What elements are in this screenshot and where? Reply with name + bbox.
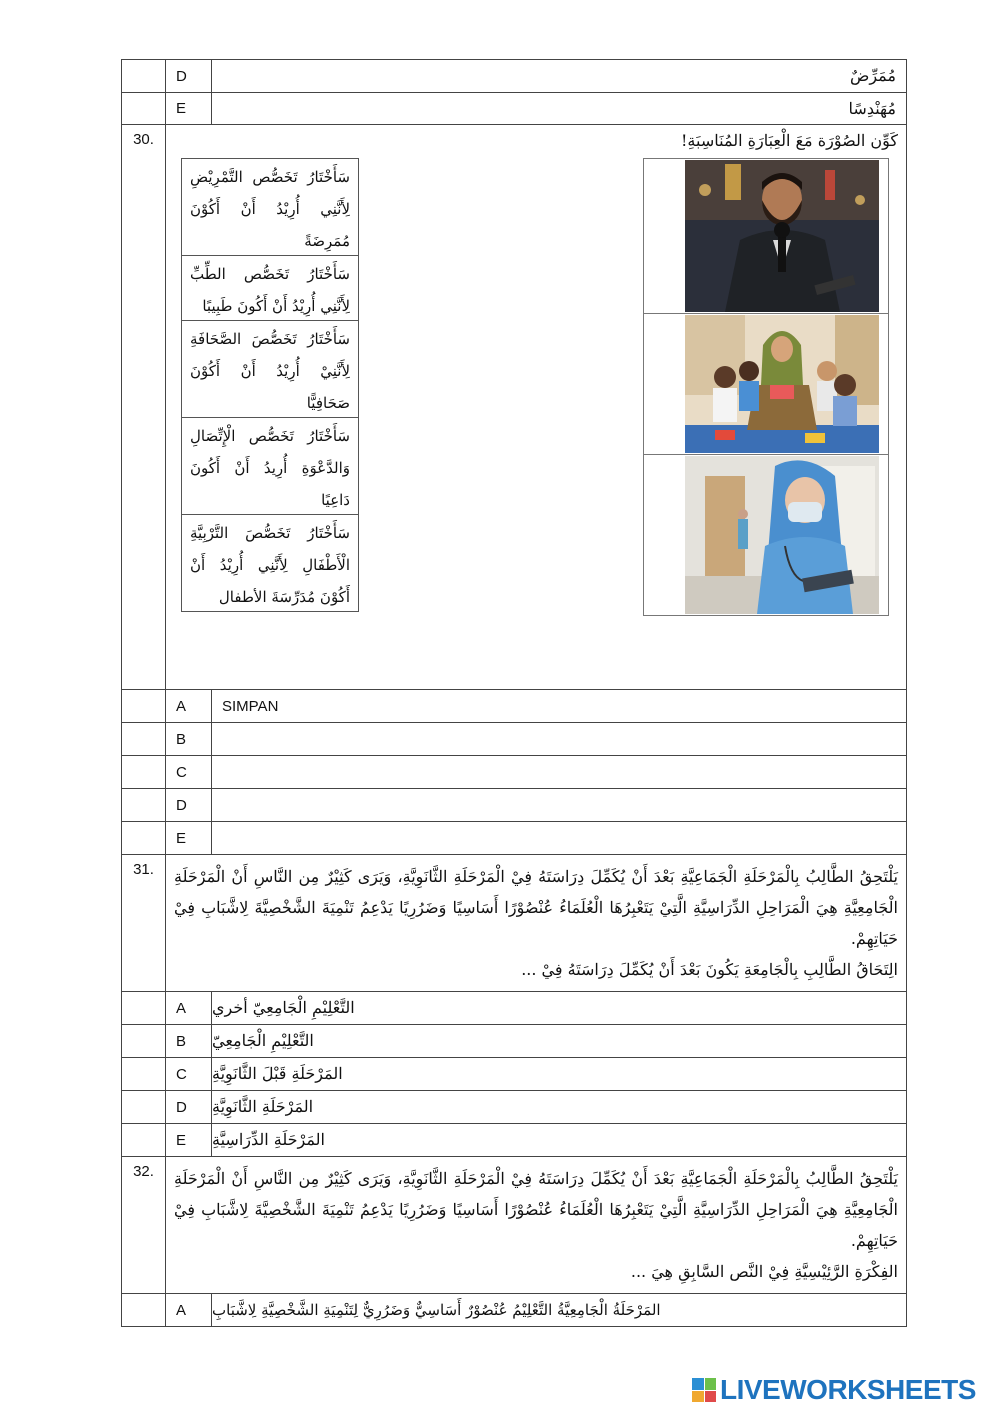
option-letter: E xyxy=(166,1124,212,1157)
option-letter: D xyxy=(166,60,212,93)
question-number: 32. xyxy=(122,1157,166,1294)
option-letter: C xyxy=(166,1058,212,1091)
journalist-photo[interactable] xyxy=(644,159,888,314)
option-letter: E xyxy=(166,822,212,855)
option-row[interactable] xyxy=(122,1058,907,1091)
question-number: 30. xyxy=(122,125,166,690)
phrase-box[interactable]: سَأَخْتَارُ تَخَصُّص الْإِتِّصَالِ وَالدَّعْوَةِ أُرِيدُ أَنْ أَكُونَ دَاعِيًا xyxy=(182,418,358,515)
option-text xyxy=(212,789,907,822)
option-text: المَرْحَلَةِ الدِّرَاسِيَّةِ xyxy=(212,1124,907,1157)
question-text: الِتَحَاقُ الطَّالِبِ بِالْجَامِعَةِ يَكُونَ بَعْدَ أَنْ يُكَمِّلَ دِرَاسَتَهُ فِيْ ... xyxy=(521,960,898,979)
option-text: المَرْحَلَةُ الْجَامِعِيَّةُ التَّعْلِيْمُ عُنْصُوْرٌ أَسَاسِيٌّ وَضَرُرِيٌّ لِتَنْمِيَةِ الشَّخْصِيَّةِ لِاشَّبَابِ xyxy=(212,1294,907,1327)
logo-text: LIVEWORKSHEETS xyxy=(720,1374,976,1405)
option-row xyxy=(122,723,907,756)
option-text: المَرْحَلَةِ الثَّانَوِيَّةِ xyxy=(212,1091,907,1124)
option-text: المَرْحَلَةِ قَبْلَ الثَّانَوِيَّةِ xyxy=(212,1058,907,1091)
question-number: 31. xyxy=(122,855,166,992)
option-row xyxy=(122,93,907,125)
option-letter: A xyxy=(166,1294,212,1327)
option-letter: A xyxy=(166,992,212,1025)
phrase-list xyxy=(181,158,359,612)
option-text xyxy=(212,723,907,756)
option-row xyxy=(122,690,907,723)
question-text: الفِكْرَةِ الرَّئِيْسِيَّةِ فِيْ النَّص السَّابِقِ هِيَ ... xyxy=(630,1262,898,1281)
option-letter: B xyxy=(166,723,212,756)
question-instruction: كَوِّن الصُوْرَة مَعَ الْعِبَارَةِ المُنَاسِبَةِ! xyxy=(681,131,898,150)
question-30-row xyxy=(122,125,907,690)
question-passage: يَلْتَحِقُ الطَّالِبُ بِالْمَرْحَلَةِ الْجَمَاعِيَّةِ بَعْدَ أَنْ يُكَمِّلَ دِرَاسَتَهُ فِيْ الْمَرْحَلَةِ الثَّانَوِيَّةِ، وَيَرَى كَثِيْرٌ مِن النَّاسِ أَنْ الْمَرْحَلَةِ الْجَامِعِيَّةِ هِيَ الْمَرَاحِلِ الدِّرَاسِيَّةِ الَّتِيْ يَتَعْبِرُهَا الْعُلَمَاءُ عُنْصُوْرًا أَسَاسِيًا وَضَرُرِيًا يَدْعِمُ تَنْمِيَةَ الشَّخْصِيَّةَ لِاشَّبَابِ فِيْ حَيَاتِهِمْ. xyxy=(174,867,898,948)
simpan-answer-text[interactable]: SIMPAN xyxy=(212,690,907,723)
option-row xyxy=(122,822,907,855)
option-text xyxy=(212,756,907,789)
option-letter: D xyxy=(166,1091,212,1124)
phrase-box[interactable]: سَأَخْتَارُ تَخَصُّصَ الصَّحَافَةِ لِأَنَّنِيْ أُرِيْدُ أَنْ أَكُوْنَ صَحَافِيًّا xyxy=(182,321,358,418)
option-letter: E xyxy=(166,93,212,125)
option-letter: D xyxy=(166,789,212,822)
option-row[interactable] xyxy=(122,1294,907,1327)
option-text: مُهَنْدِسًا xyxy=(212,93,907,125)
option-letter: A xyxy=(166,690,212,723)
option-row[interactable] xyxy=(122,1124,907,1157)
option-row xyxy=(122,60,907,93)
option-row xyxy=(122,756,907,789)
option-row[interactable] xyxy=(122,1025,907,1058)
matching-area xyxy=(166,125,906,689)
liveworksheets-logo-icon xyxy=(692,1378,716,1402)
phrase-box[interactable]: سَأَخْتَارُ تَخَصُّص الطِّبِّ لِأَنَّنِي أُرِيْدُ أَنْ أَكُونَ طَبِيبًا xyxy=(182,256,358,321)
phrase-box[interactable]: سَأَخْتَارُ تَخَصُّص التَّمْرِيْضِ لِأَنَّنِي أُرِيْدُ أَنْ أَكُوْنَ مُمَرِضَةً xyxy=(182,159,358,256)
phrase-box[interactable]: سَأَخْتَارُ تَخَصُّصَ التَّرْبِيَّةِ الْأَطْفَالِ لِأَنَّنِي أُرِيْدُ أَنْ أَكُوْنَ مُدَرِّسَةَ الأطفال xyxy=(190,524,350,606)
footer-logo xyxy=(692,1374,976,1406)
option-text: التَّعْلِيْمِ الْجَامِعِيّ أخري xyxy=(212,992,907,1025)
option-text xyxy=(212,822,907,855)
question-32-row xyxy=(122,1157,907,1294)
question-31-row xyxy=(122,855,907,992)
worksheet-table xyxy=(121,59,907,1327)
image-list xyxy=(643,158,889,616)
question-passage: يَلْتَحِقُ الطَّالِبُ بِالْمَرْحَلَةِ الْجَمَاعِيَّةِ بَعْدَ أَنْ يُكَمِّلَ دِرَاسَتَهُ فِيْ الْمَرْحَلَةِ الثَّانَوِيَّةِ، وَيَرَى كَثِيْرٌ مِن النَّاسِ أَنْ الْمَرْحَلَةِ الْجَامِعِيَّةِ هِيَ الْمَرَاحِلِ الدِّرَاسِيَّةِ الَّتِيْ يَتَعْبِرُهَا الْعُلَمَاءُ عُنْصُوْرًا أَسَاسِيًا وَضَرُرِيًا يَدْعِمُ تَنْمِيَةَ الشَّخْصِيَّةَ لِاشَّبَابِ فِيْ حَيَاتِهِمْ. xyxy=(174,1169,898,1250)
option-letter: B xyxy=(166,1025,212,1058)
option-text: مُمَرِّضٌ xyxy=(212,60,907,93)
option-row[interactable] xyxy=(122,1091,907,1124)
option-row[interactable] xyxy=(122,992,907,1025)
teacher-children-photo[interactable] xyxy=(644,314,888,455)
option-text: التَّعْلِيْمِ الْجَامِعِيّ xyxy=(212,1025,907,1058)
option-letter: C xyxy=(166,756,212,789)
nurse-photo[interactable] xyxy=(644,455,888,615)
option-row xyxy=(122,789,907,822)
